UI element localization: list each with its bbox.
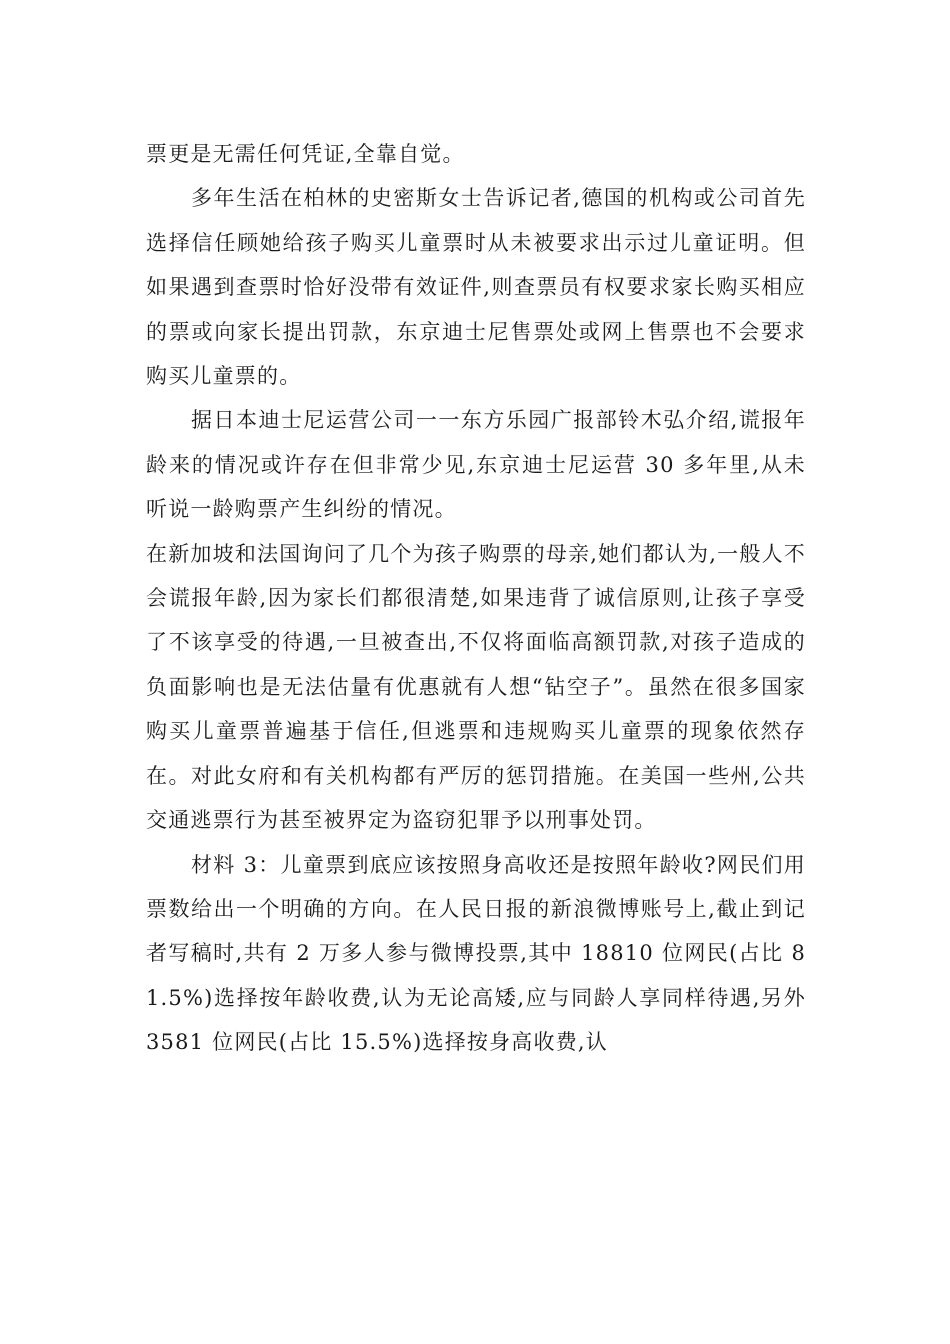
paragraph-disney: 据日本迪士尼运营公司一一东方乐园广报部铃木弘介绍,谎报年龄来的情况或许存在但非常少见,东京迪士尼运营 30 多年里,从未听说一龄购票产生纠纷的情况。 bbox=[146, 408, 806, 522]
paragraph-continuation: 票更是无需任何凭证,全靠自觉。 bbox=[146, 142, 465, 166]
paragraph-material-3: 材料 3：儿童票到底应该按照身高收还是按照年龄收?网民们用票数给出一个明确的方向。在人民日报的新浪微博账号上,截止到记者写稿时,共有 2 万多人参与微博投票,其中 18810 位网民(占比 81.5%)选择按年龄收费,认为无论高矮,应与同龄人享同样待遇,另外 3581 位网民(占比 15.5%)选择按身高收费,认 bbox=[146, 852, 806, 1055]
paragraph-singapore-france: 在新加坡和法国询问了几个为孩子购票的母亲,她们都认为,一般人不会谎报年龄,因为家长们都很清楚,如果违背了诚信原则,让孩子享受了不该享受的待遇,一旦被查出,不仅将面临高额罚款,对孩子造成的负面影响也是无法估量有优惠就有人想“钻空子”。虽然在很多国家购买儿童票普遍基于信任,但逃票和违规购买儿童票的现象依然存在。对此女府和有关机构都有严厉的惩罚措施。在美国一些州,公共交通逃票行为甚至被界定为盗窃犯罪予以刑事处罚。 bbox=[146, 541, 806, 833]
body-text bbox=[146, 132, 806, 1065]
paragraph-berlin: 多年生活在柏林的史密斯女士告诉记者,德国的机构或公司首先选择信任顾她给孩子购买儿童票时从未被要求出示过儿童证明。但如果遇到查票时恰好没带有效证件,则查票员有权要求家长购买相应的票或向家长提出罚款，东京迪士尼售票处或网上售票也不会要求购买儿童票的。 bbox=[146, 186, 806, 389]
